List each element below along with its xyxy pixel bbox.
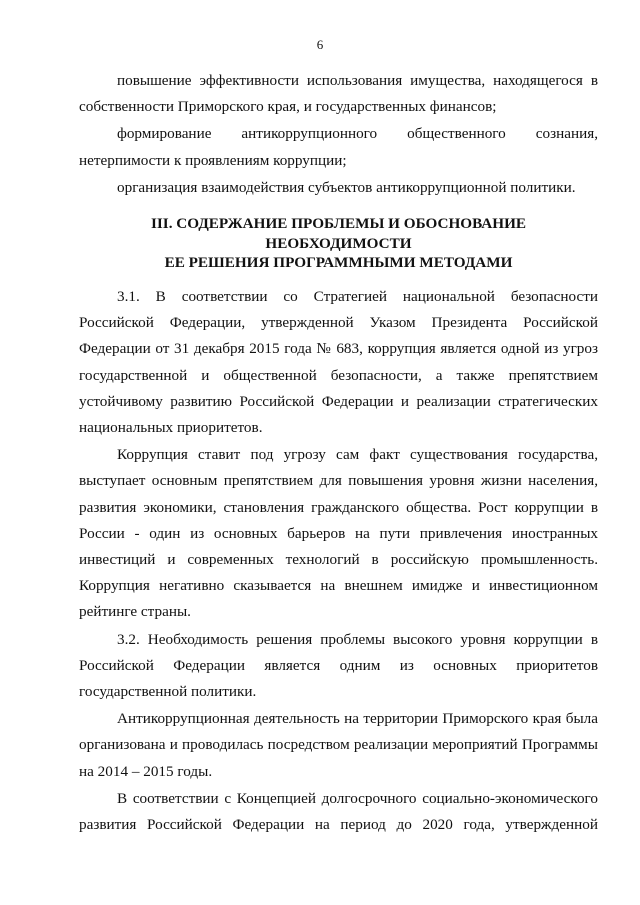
section-heading-line: НЕОБХОДИМОСТИ xyxy=(265,234,412,252)
paragraph: организация взаимодействия субъектов антикоррупционной политики. xyxy=(117,178,576,196)
paragraph: В соответствии с Концепцией долгосрочного социально-экономического развития Российской Федерации на период до 2020 года, утвержденной xyxy=(79,789,598,834)
section-heading-line: III. СОДЕРЖАНИЕ ПРОБЛЕМЫ И ОБОСНОВАНИЕ xyxy=(150,215,527,232)
section-heading xyxy=(79,214,598,273)
section-heading-line: ЕЕ РЕШЕНИЯ ПРОГРАММНЫМИ МЕТОДАМИ xyxy=(164,254,513,271)
paragraph: Антикоррупционная деятельность на территории Приморского края была организована и проводилась посредством реализации мероприятий Программы на 2014 – 2015 годы. xyxy=(79,710,598,780)
paragraph: 3.2. Необходимость решения проблемы высокого уровня коррупции в Российской Федерации является одним из основных приоритетов государственной политики. xyxy=(79,630,598,701)
paragraph: формирование антикоррупционного общественного сознания, нетерпимости к проявлениям коррупции; xyxy=(79,125,598,169)
paragraph: повышение эффективности использования имущества, находящегося в собственности Приморского края, и государственных финансов; xyxy=(79,72,598,116)
intro-text xyxy=(79,68,598,201)
page-number: 6 xyxy=(316,37,324,52)
paragraph: Коррупция ставит под угрозу сам факт существования государства, выступает основным препятствием для повышения уровня жизни населения, развития экономики, становления гражданского общества. Рост коррупции в России - один из основных барьеров на пути привлечения иностранных инвестиций и современных технологий в российскую промышленность. Коррупция негативно сказывается на внешнем имидже и инвестиционном рейтинге страны. xyxy=(79,446,598,621)
section-body xyxy=(79,284,598,838)
paragraph: 3.1. В соответствии со Стратегией национальной безопасности Российской Федерации, утвержденной Указом Президента Российской Федерации от 31 декабря 2015 года № 683, коррупция является одной из угроз государственной и общественной безопасности, а также препятствием устойчивому развитию Российской Федерации и реализации стратегических национальных приоритетов. xyxy=(79,288,598,437)
